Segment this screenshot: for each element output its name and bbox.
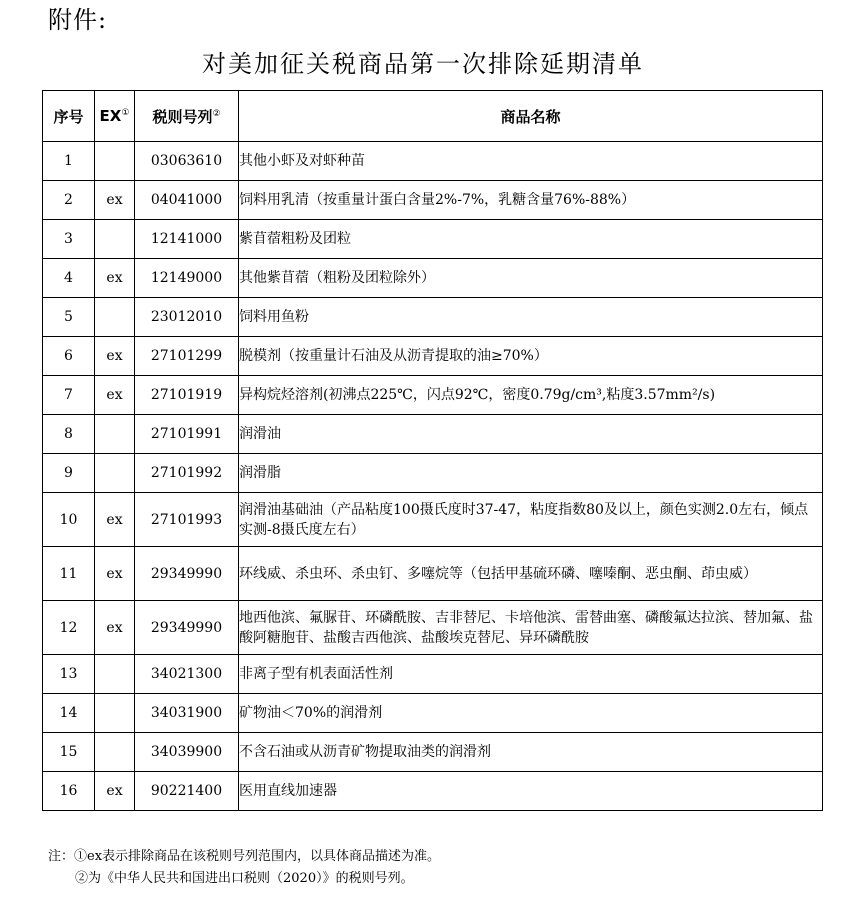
table-row — [43, 181, 823, 220]
table-row — [43, 655, 823, 694]
row-name-cell: 环线威、杀虫环、杀虫钉、多噻烷等（包括甲基硫环磷、噻嗪酮、恶虫酮、茚虫威） — [239, 547, 823, 601]
table-row — [43, 772, 823, 811]
row-seq-cell: 15 — [43, 733, 95, 772]
row-ex-cell: ex — [95, 547, 135, 601]
header-code — [135, 91, 239, 142]
header-ex-label: EX — [99, 107, 122, 125]
row-seq-cell: 16 — [43, 772, 95, 811]
row-seq-cell: 3 — [43, 220, 95, 259]
row-name-cell: 异构烷烃溶剂(初沸点225℃，闪点92℃，密度0.79g/cm³,粘度3.57mm²/s) — [239, 376, 823, 415]
row-name-cell: 其他紫苜蓿（粗粉及团粒除外） — [239, 259, 823, 298]
table-row — [43, 376, 823, 415]
table-row — [43, 298, 823, 337]
row-seq-cell: 5 — [43, 298, 95, 337]
footnote-2: ②为《中华人民共和国进出口税则（2020）》的税则号列。 — [75, 871, 414, 886]
row-seq-cell: 6 — [43, 337, 95, 376]
row-name-cell: 润滑油基础油（产品粘度100摄氏度时37-47，粘度指数80及以上，颜色实测2.0左右，倾点实测-8摄氏度左右） — [239, 493, 823, 547]
table-row — [43, 259, 823, 298]
row-code-cell: 90221400 — [135, 772, 239, 811]
table-row — [43, 415, 823, 454]
row-seq-cell: 1 — [43, 142, 95, 181]
document-title: 对美加征关税商品第一次排除延期清单 — [202, 50, 644, 78]
row-code-cell: 29349990 — [135, 601, 239, 655]
row-seq-cell: 14 — [43, 694, 95, 733]
row-seq-cell: 8 — [43, 415, 95, 454]
row-code-cell: 12149000 — [135, 259, 239, 298]
row-seq-cell: 13 — [43, 655, 95, 694]
row-name-cell: 脱模剂（按重量计石油及从沥青提取的油≥70%） — [239, 337, 823, 376]
row-name-cell: 饲料用鱼粉 — [239, 298, 823, 337]
row-name-cell: 其他小虾及对虾种苗 — [239, 142, 823, 181]
table-body — [43, 142, 823, 811]
footnotes — [48, 846, 440, 890]
row-name-cell: 医用直线加速器 — [239, 772, 823, 811]
footnote-1: 注：①ex表示排除商品在该税则号列范围内，以具体商品描述为准。 — [48, 849, 441, 864]
row-code-cell: 23012010 — [135, 298, 239, 337]
table-row — [43, 733, 823, 772]
row-ex-cell: ex — [95, 601, 135, 655]
row-ex-cell: ex — [95, 337, 135, 376]
row-seq-cell: 10 — [43, 493, 95, 547]
header-ex — [95, 91, 135, 142]
row-seq-cell: 2 — [43, 181, 95, 220]
attachment-label: 附件: — [48, 6, 108, 34]
row-ex-cell — [95, 415, 135, 454]
table-row — [43, 547, 823, 601]
header-seq: 序号 — [43, 91, 95, 142]
table-row — [43, 142, 823, 181]
header-name: 商品名称 — [239, 91, 823, 142]
exclusion-list-table — [42, 90, 823, 811]
table-row — [43, 220, 823, 259]
row-name-cell: 润滑油 — [239, 415, 823, 454]
header-code-label: 税则号列 — [152, 107, 213, 126]
row-ex-cell: ex — [95, 259, 135, 298]
row-seq-cell: 7 — [43, 376, 95, 415]
row-ex-cell — [95, 142, 135, 181]
row-code-cell: 03063610 — [135, 142, 239, 181]
row-name-cell: 润滑脂 — [239, 454, 823, 493]
row-name-cell: 地西他滨、氟脲苷、环磷酰胺、吉非替尼、卡培他滨、雷替曲塞、磷酸氟达拉滨、替加氟、盐酸阿糖胞苷、盐酸吉西他滨、盐酸埃克替尼、异环磷酰胺 — [239, 601, 823, 655]
row-ex-cell: ex — [95, 493, 135, 547]
table-row — [43, 601, 823, 655]
row-code-cell: 27101993 — [135, 493, 239, 547]
row-ex-cell — [95, 733, 135, 772]
row-name-cell: 矿物油＜70%的润滑剂 — [239, 694, 823, 733]
table-row — [43, 454, 823, 493]
row-name-cell: 不含石油或从沥青矿物提取油类的润滑剂 — [239, 733, 823, 772]
row-code-cell: 27101991 — [135, 415, 239, 454]
header-ex-footnote-mark: ① — [121, 108, 130, 118]
row-seq-cell: 4 — [43, 259, 95, 298]
header-code-footnote-mark: ② — [212, 108, 221, 119]
row-code-cell: 29349990 — [135, 547, 239, 601]
row-seq-cell: 11 — [43, 547, 95, 601]
row-code-cell: 34031900 — [135, 694, 239, 733]
row-seq-cell: 9 — [43, 454, 95, 493]
table-row — [43, 337, 823, 376]
row-code-cell: 34021300 — [135, 655, 239, 694]
row-seq-cell: 12 — [43, 601, 95, 655]
row-ex-cell — [95, 655, 135, 694]
row-ex-cell — [95, 694, 135, 733]
row-code-cell: 27101299 — [135, 337, 239, 376]
row-code-cell: 27101992 — [135, 454, 239, 493]
row-name-cell: 紫苜蓿粗粉及团粒 — [239, 220, 823, 259]
row-code-cell: 34039900 — [135, 733, 239, 772]
row-ex-cell — [95, 454, 135, 493]
row-ex-cell — [95, 220, 135, 259]
row-ex-cell: ex — [95, 772, 135, 811]
row-name-cell: 饲料用乳清（按重量计蛋白含量2%-7%，乳糖含量76%-88%） — [239, 181, 823, 220]
row-code-cell: 04041000 — [135, 181, 239, 220]
row-ex-cell: ex — [95, 376, 135, 415]
row-code-cell: 12141000 — [135, 220, 239, 259]
row-code-cell: 27101919 — [135, 376, 239, 415]
row-name-cell: 非离子型有机表面活性剂 — [239, 655, 823, 694]
table-row — [43, 694, 823, 733]
table-row — [43, 493, 823, 547]
table-header-row — [43, 91, 823, 142]
row-ex-cell: ex — [95, 181, 135, 220]
row-ex-cell — [95, 298, 135, 337]
